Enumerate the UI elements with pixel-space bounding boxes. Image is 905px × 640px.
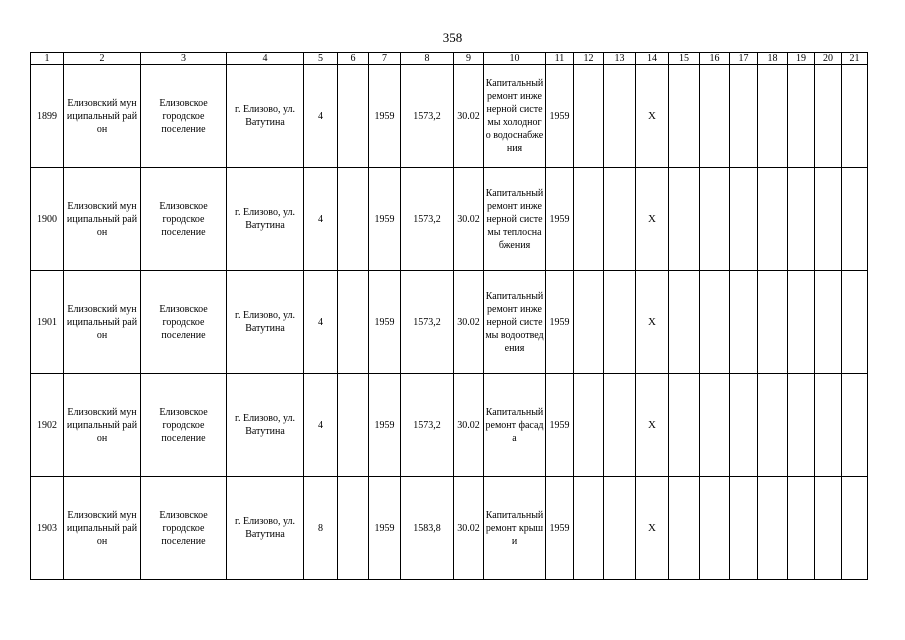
- cell-year: 1959: [546, 168, 574, 271]
- cell-col-9: 30.02: [454, 477, 484, 580]
- table-row: [31, 374, 868, 477]
- cell-col-18: [758, 168, 788, 271]
- column-header: 13: [604, 53, 636, 65]
- cell-col-16: [700, 65, 730, 168]
- cell-mark: X: [636, 168, 669, 271]
- cell-col-13: [604, 477, 636, 580]
- table-row: [31, 168, 868, 271]
- column-header: 14: [636, 53, 669, 65]
- table-row: [31, 65, 868, 168]
- cell-row-number: 1901: [31, 271, 64, 374]
- cell-municipal-district: Елизовский муниципальный район: [64, 271, 141, 374]
- cell-address: г. Елизово, ул. Ватутина: [227, 271, 304, 374]
- cell-col-6: [338, 65, 369, 168]
- cell-col-17: [730, 477, 758, 580]
- cell-work-type: Капитальный ремонт инженерной системы водоотведения: [484, 271, 546, 374]
- cell-col-6: [338, 477, 369, 580]
- cell-col-20: [815, 477, 842, 580]
- cell-work-type: Капитальный ремонт крыши: [484, 477, 546, 580]
- column-header: 10: [484, 53, 546, 65]
- cell-col-9: 30.02: [454, 65, 484, 168]
- cell-col-15: [669, 271, 700, 374]
- cell-settlement: Елизовское городское поселение: [141, 271, 227, 374]
- cell-row-number: 1899: [31, 65, 64, 168]
- column-header: 15: [669, 53, 700, 65]
- cell-col-15: [669, 374, 700, 477]
- cell-mark: X: [636, 477, 669, 580]
- cell-row-number: 1902: [31, 374, 64, 477]
- column-header: 6: [338, 53, 369, 65]
- cell-col-6: [338, 374, 369, 477]
- cell-col-21: [842, 374, 868, 477]
- cell-year: 1959: [546, 271, 574, 374]
- cell-municipal-district: Елизовский муниципальный район: [64, 65, 141, 168]
- cell-year-built: 1959: [369, 168, 401, 271]
- cell-col-12: [574, 477, 604, 580]
- cell-col-17: [730, 374, 758, 477]
- cell-year-built: 1959: [369, 477, 401, 580]
- cell-col-18: [758, 271, 788, 374]
- cell-col-19: [788, 271, 815, 374]
- cell-col-9: 30.02: [454, 168, 484, 271]
- cell-col-6: [338, 271, 369, 374]
- cell-area: 1583,8: [401, 477, 454, 580]
- cell-col-12: [574, 168, 604, 271]
- cell-address: г. Елизово, ул. Ватутина: [227, 477, 304, 580]
- cell-col-12: [574, 65, 604, 168]
- cell-col-9: 30.02: [454, 271, 484, 374]
- cell-municipal-district: Елизовский муниципальный район: [64, 374, 141, 477]
- cell-year-built: 1959: [369, 271, 401, 374]
- cell-work-type: Капитальный ремонт инженерной системы теплоснабжения: [484, 168, 546, 271]
- column-number-row: [31, 53, 868, 65]
- cell-address: г. Елизово, ул. Ватутина: [227, 65, 304, 168]
- cell-area: 1573,2: [401, 271, 454, 374]
- cell-floors: 4: [304, 168, 338, 271]
- cell-settlement: Елизовское городское поселение: [141, 477, 227, 580]
- column-header: 19: [788, 53, 815, 65]
- column-header: 12: [574, 53, 604, 65]
- column-header: 17: [730, 53, 758, 65]
- cell-col-17: [730, 271, 758, 374]
- table-body: [31, 65, 868, 580]
- cell-municipal-district: Елизовский муниципальный район: [64, 477, 141, 580]
- cell-mark: X: [636, 374, 669, 477]
- table-row: [31, 271, 868, 374]
- cell-col-19: [788, 168, 815, 271]
- cell-floors: 4: [304, 374, 338, 477]
- cell-col-16: [700, 477, 730, 580]
- cell-col-19: [788, 65, 815, 168]
- cell-col-20: [815, 168, 842, 271]
- cell-col-20: [815, 271, 842, 374]
- page-number: 358: [442, 30, 463, 45]
- cell-col-15: [669, 477, 700, 580]
- cell-col-19: [788, 374, 815, 477]
- column-header: 20: [815, 53, 842, 65]
- cell-col-17: [730, 168, 758, 271]
- cell-col-21: [842, 271, 868, 374]
- cell-address: г. Елизово, ул. Ватутина: [227, 168, 304, 271]
- cell-col-12: [574, 271, 604, 374]
- cell-row-number: 1900: [31, 168, 64, 271]
- cell-row-number: 1903: [31, 477, 64, 580]
- cell-year: 1959: [546, 374, 574, 477]
- cell-year: 1959: [546, 477, 574, 580]
- cell-col-12: [574, 374, 604, 477]
- cell-mark: X: [636, 271, 669, 374]
- column-header: 1: [31, 53, 64, 65]
- cell-floors: 4: [304, 65, 338, 168]
- cell-col-17: [730, 65, 758, 168]
- column-header: 5: [304, 53, 338, 65]
- cell-col-6: [338, 168, 369, 271]
- cell-col-15: [669, 65, 700, 168]
- cell-col-13: [604, 168, 636, 271]
- cell-floors: 8: [304, 477, 338, 580]
- cell-col-13: [604, 271, 636, 374]
- cell-col-21: [842, 477, 868, 580]
- cell-col-18: [758, 65, 788, 168]
- cell-col-19: [788, 477, 815, 580]
- cell-col-15: [669, 168, 700, 271]
- column-header: 8: [401, 53, 454, 65]
- cell-col-20: [815, 374, 842, 477]
- column-header: 21: [842, 53, 868, 65]
- cell-col-13: [604, 65, 636, 168]
- cell-settlement: Елизовское городское поселение: [141, 374, 227, 477]
- cell-area: 1573,2: [401, 65, 454, 168]
- cell-work-type: Капитальный ремонт инженерной системы холодного водоснабжения: [484, 65, 546, 168]
- column-header: 11: [546, 53, 574, 65]
- cell-col-18: [758, 374, 788, 477]
- column-header: 9: [454, 53, 484, 65]
- cell-col-16: [700, 168, 730, 271]
- cell-col-16: [700, 374, 730, 477]
- register-table: [30, 52, 868, 580]
- cell-col-13: [604, 374, 636, 477]
- cell-floors: 4: [304, 271, 338, 374]
- cell-municipal-district: Елизовский муниципальный район: [64, 168, 141, 271]
- cell-year-built: 1959: [369, 374, 401, 477]
- cell-col-20: [815, 65, 842, 168]
- cell-area: 1573,2: [401, 374, 454, 477]
- table-row: [31, 477, 868, 580]
- column-header: 3: [141, 53, 227, 65]
- column-header: 18: [758, 53, 788, 65]
- cell-settlement: Елизовское городское поселение: [141, 65, 227, 168]
- cell-year-built: 1959: [369, 65, 401, 168]
- column-header: 4: [227, 53, 304, 65]
- cell-settlement: Елизовское городское поселение: [141, 168, 227, 271]
- cell-mark: X: [636, 65, 669, 168]
- cell-work-type: Капитальный ремонт фасада: [484, 374, 546, 477]
- cell-col-21: [842, 65, 868, 168]
- column-header: 7: [369, 53, 401, 65]
- cell-col-21: [842, 168, 868, 271]
- cell-col-18: [758, 477, 788, 580]
- cell-address: г. Елизово, ул. Ватутина: [227, 374, 304, 477]
- cell-year: 1959: [546, 65, 574, 168]
- column-header: 16: [700, 53, 730, 65]
- cell-col-9: 30.02: [454, 374, 484, 477]
- cell-area: 1573,2: [401, 168, 454, 271]
- column-header: 2: [64, 53, 141, 65]
- cell-col-16: [700, 271, 730, 374]
